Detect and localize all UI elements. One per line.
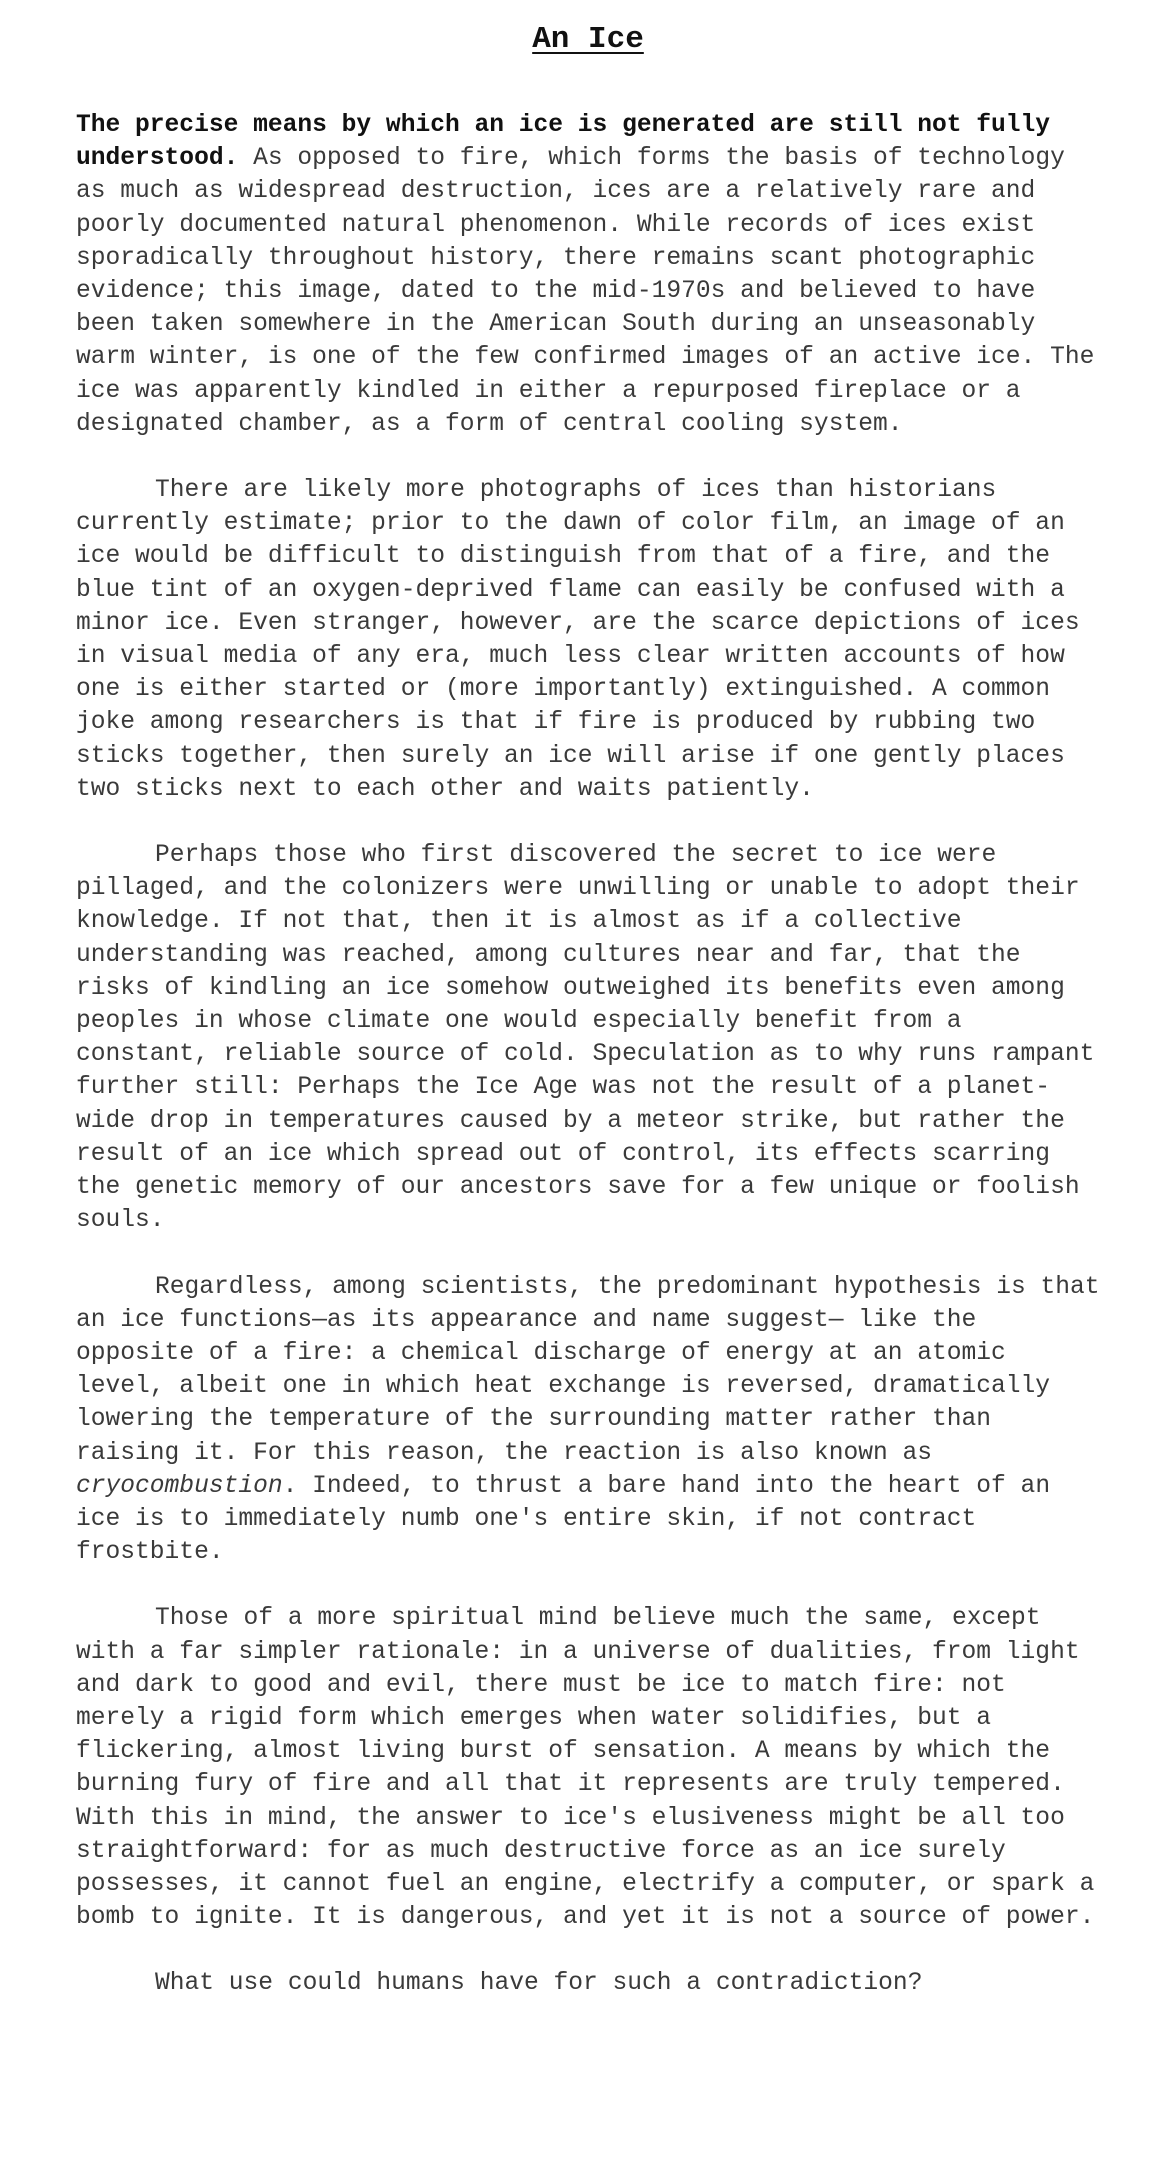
paragraph-photographs: There are likely more photographs of ices than historians currently estimate; prior to the dawn of color film, an image of an ice would be difficult to distinguish from that of a fire, and the blue tint of an oxygen-deprived flame can easily be confused with a minor ice. Even stranger, however, are the scarce depictions of ices in visual media of any era, much less clear written accounts of how one is either started or (more importantly) extinguished. A common joke among researchers is that if fire is produced by rubbing two sticks together, then surely an ice will arise if one gently places two sticks next to each other and waits patiently.	[76, 477, 1080, 803]
intro-lead-sentence: The precise means by which an ice is generated are still not fully understood.	[76, 112, 1051, 173]
page-title: An Ice	[532, 22, 644, 57]
paragraph-spiritual: Those of a more spiritual mind believe much the same, except with a far simpler rationale: in a universe of dualities, from light and dark to good and evil, there must be ice to match fire: not merely a rigid form which emerges when water solidifies, but a flickering, almost living burst of sensation. A means by which the burning fury of fire and all that it represents are truly tempered. With this in mind, the answer to ice's elusiveness might be all too straightforward: for as much destructive force as an ice surely possesses, it cannot fuel an engine, electrify a computer, or spark a bomb to ignite. It is dangerous, and yet it is not a source of power.	[76, 1605, 1095, 1932]
paragraph-history: Perhaps those who first discovered the secret to ice were pillaged, and the colonizers were unwilling or unable to adopt their knowledge. If not that, then it is almost as if a collective understanding was reached, among cultures near and far, that the risks of kindling an ice somehow outweighed its benefits even among peoples in whose climate one would especially benefit from a constant, reliable source of cold. Speculation as to why runs rampant further still: Perhaps the Ice Age was not the result of a planet-wide drop in temperatures caused by a meteor strike, but rather the result of an ice which spread out of control, its effects scarring the genetic memory of our ancestors save for a few unique or foolish souls.	[76, 842, 1095, 1235]
closing-question: What use could humans have for such a contradiction?	[155, 1970, 923, 1998]
cryocombustion-term: cryocombustion	[76, 1472, 283, 1500]
intro-body-text: As opposed to fire, which forms the basis of technology as much as widespread destruction, ices are a relatively rare and poorly documented natural phenomenon. While records of ices exist sporadically throughout history, there remains scant photographic evidence; this image, dated to the mid-1970s and believed to have been taken somewhere in the American South during an unseasonably warm winter, is one of the few confirmed images of an active ice. The ice was apparently kindled in either a repurposed fireplace or a designated chamber, as a form of central cooling system.	[76, 145, 1095, 438]
intro-paragraph	[76, 109, 1100, 441]
science-text-before: Regardless, among scientists, the predominant hypothesis is that an ice functions—as its appearance and name suggest— like the opposite of a fire: a chemical discharge of energy at an atomic level, albeit one in which heat exchange is reversed, dramatically lowering the temperature of the surrounding matter rather than raising it. For this reason, the reaction is also known as	[76, 1273, 1100, 1467]
paragraph-science	[76, 1271, 1100, 1570]
science-text-after: . Indeed, to thrust a bare hand into the heart of an ice is to immediately numb one's entire skin, if not contract frostbite.	[76, 1472, 1051, 1567]
